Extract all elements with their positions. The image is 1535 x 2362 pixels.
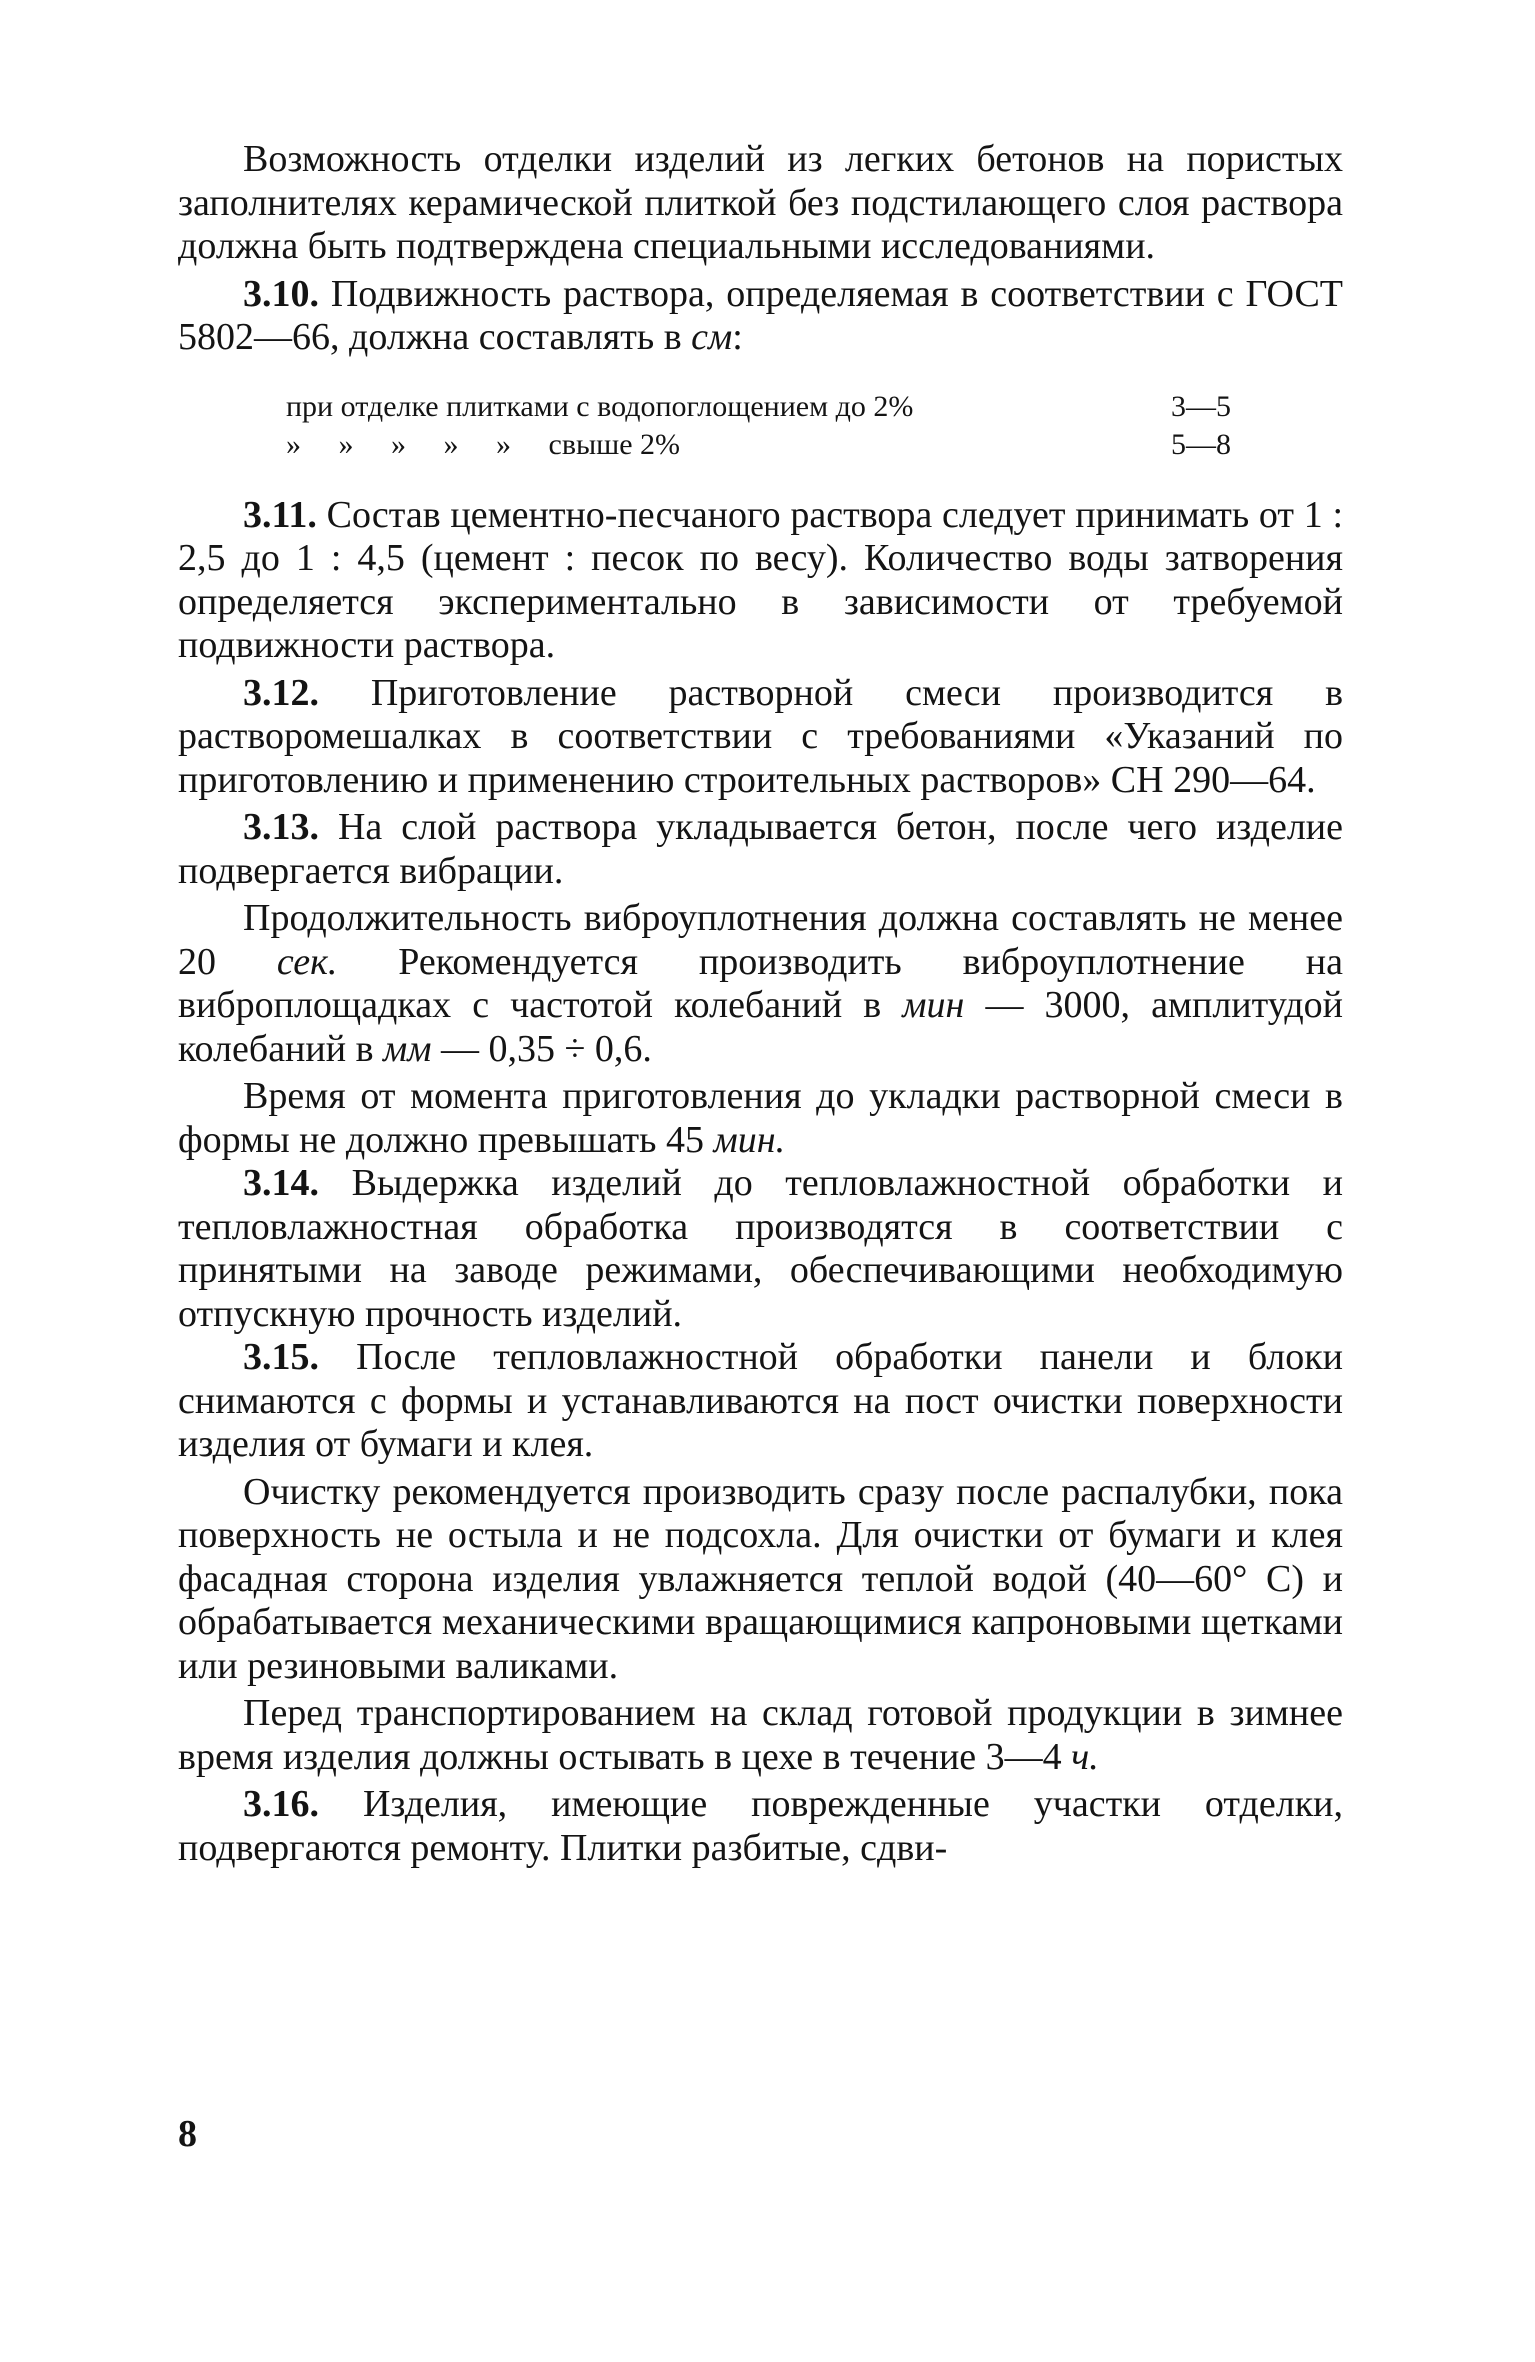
table-row-value: 5—8 bbox=[1171, 427, 1231, 461]
page-number: 8 bbox=[178, 2113, 197, 2155]
clause-number: 3.13. bbox=[243, 806, 319, 848]
clause-text: Состав цементно-песчаного раствора следует принимать от 1 : 2,5 до 1 : 4,5 (цемент : песок по весу). Количество воды затворения определяется экспериментально в зависимости от требуемой подвижности раствора. bbox=[178, 493, 1344, 666]
clause-text: На слой раствора укладывается бетон, после чего изделие подвергается вибрации. bbox=[178, 806, 1343, 892]
clause-number: 3.10. bbox=[243, 272, 319, 315]
clause-text: Выдержка изделий до тепловлажностной обработки и тепловлажностная обработка производятся в соответствии с принятыми на заводе режимами, обеспечивающими необходимую отпускную прочность изделий. bbox=[178, 1162, 1344, 1335]
table-row-label: при отделке плитками с водопоглощением до 2% bbox=[286, 389, 914, 423]
paragraph-text: — 0,35 ÷ 0,6. bbox=[441, 1027, 652, 1070]
clause-text: После тепловлажностной обработки панели и блоки снимаются с формы и устанавливаются на пост очистки поверхности изделия от бумаги и клея. bbox=[178, 1336, 1343, 1465]
paragraph-text: Рекомендуется производить виброуплотнение на виброплощадках с частотой колебаний в bbox=[178, 940, 1344, 1026]
clause-3-14 bbox=[178, 1162, 1343, 1336]
clause-number: 3.12. bbox=[243, 671, 319, 714]
table-row-label: » » » » » свыше 2% bbox=[286, 427, 681, 461]
paragraph-text: Возможность отделки изделий из легких бетонов на пористых заполнителях керамической плиткой без подстилающего слоя раствора должна быть подтверждена специальными исследованиями. bbox=[178, 138, 1343, 267]
clause-3-11 bbox=[178, 494, 1343, 668]
clause-number: 3.15. bbox=[243, 1336, 319, 1378]
clause-3-15 bbox=[178, 1336, 1343, 1467]
clause-number: 3.16. bbox=[243, 1783, 319, 1825]
clause-3-16 bbox=[178, 1783, 1343, 1870]
clause-text: Приготовление растворной смеси производится в растворомешалках в соответствии с требованиями «Указаний по приготовлению и применению строительных растворов» СН 290—64. bbox=[178, 671, 1344, 801]
clause-3-10 bbox=[178, 273, 1343, 360]
paragraph-text: Продолжительность виброуплотнения должна составлять не менее 20 bbox=[178, 897, 1343, 983]
table-row bbox=[286, 388, 1231, 426]
clause-text: Подвижность раствора, определяемая в соответствии с ГОСТ 5802—66, должна составлять в bbox=[178, 272, 1344, 358]
unit-text: сек. bbox=[276, 940, 338, 983]
clause-number: 3.14. bbox=[243, 1162, 319, 1204]
paragraph-text: — 3000, амплитудой колебаний в bbox=[178, 984, 1344, 1070]
unit-text: ч. bbox=[1071, 1735, 1099, 1778]
unit-text: мм bbox=[383, 1027, 432, 1070]
mobility-table bbox=[286, 388, 1231, 464]
page-text bbox=[178, 138, 1343, 1870]
paragraph-time bbox=[178, 1075, 1343, 1162]
paragraph-vibration bbox=[178, 897, 1343, 1071]
unit-text: см bbox=[691, 316, 733, 358]
clause-3-12 bbox=[178, 672, 1343, 803]
paragraph-cleaning bbox=[178, 1471, 1343, 1689]
table-row-value: 3—5 bbox=[1171, 389, 1231, 423]
unit-text: мин. bbox=[713, 1118, 786, 1161]
paragraph-text: Перед транспортированием на склад готовой продукции в зимнее время изделия должны остывать в цехе в течение 3—4 bbox=[178, 1692, 1343, 1778]
table-row bbox=[286, 426, 1231, 464]
clause-number: 3.11. bbox=[243, 493, 317, 536]
punctuation: : bbox=[732, 316, 743, 358]
paragraph-intro bbox=[178, 138, 1343, 269]
clause-3-13 bbox=[178, 806, 1343, 893]
paragraph-transport bbox=[178, 1692, 1343, 1779]
paragraph-text: Время от момента приготовления до укладки растворной смеси в формы не должно превышать 45 bbox=[178, 1075, 1343, 1161]
paragraph-text: Очистку рекомендуется производить сразу после распалубки, пока поверхность не остыла и не подсохла. Для очистки от бумаги и клея фасадная сторона изделия увлажняется теплой водой (40—60° С) и обрабатывается механическими вращающимися капроновыми щетками или резиновыми валиками. bbox=[178, 1470, 1343, 1687]
clause-text: Изделия, имеющие поврежденные участки отделки, подвергаются ремонту. Плитки разбитые, сдви- bbox=[178, 1783, 1344, 1869]
unit-text: мин bbox=[902, 984, 965, 1026]
